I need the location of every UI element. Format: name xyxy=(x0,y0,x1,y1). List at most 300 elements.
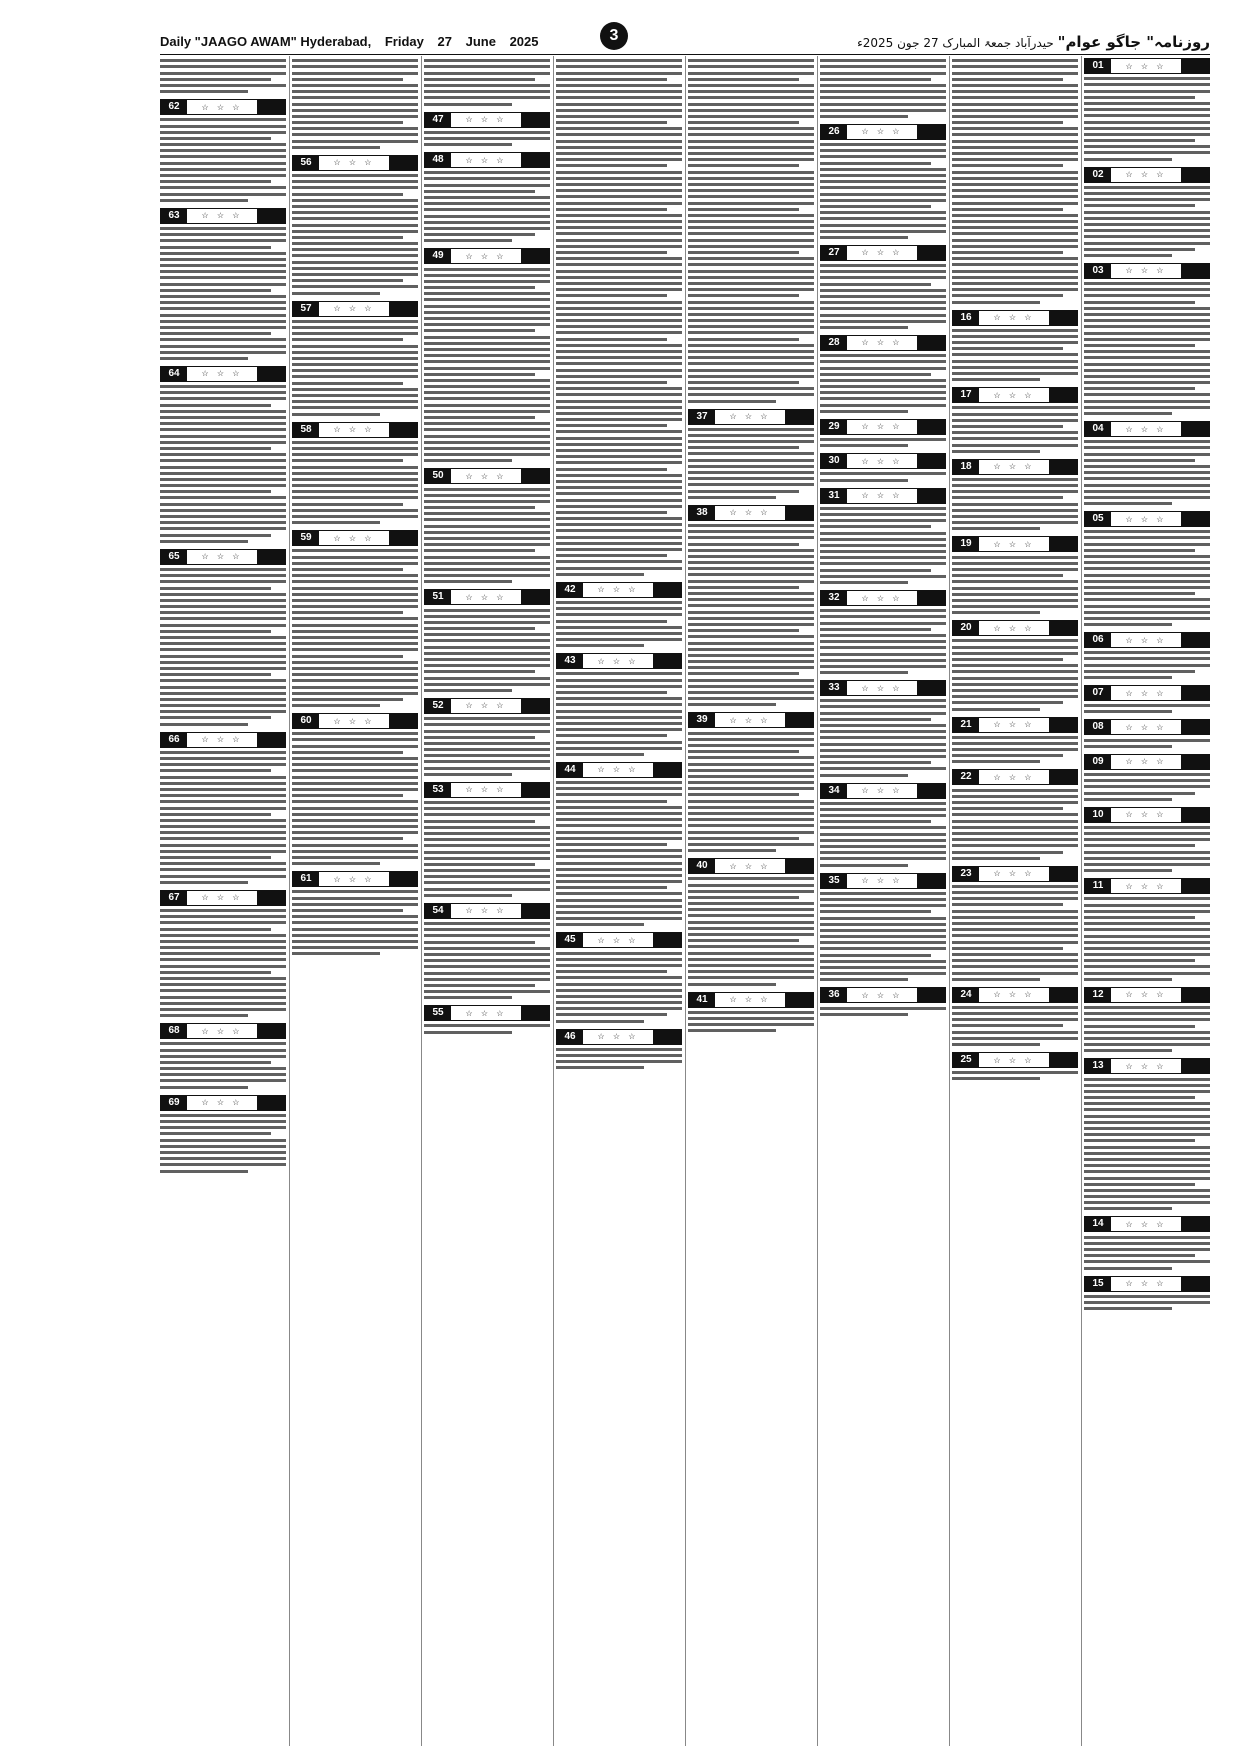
text-line xyxy=(292,503,403,506)
text-line xyxy=(160,143,286,146)
news-item xyxy=(424,59,550,105)
text-line xyxy=(556,418,682,421)
text-line xyxy=(1084,928,1210,931)
text-line xyxy=(820,749,946,752)
text-line xyxy=(820,550,946,553)
text-line xyxy=(952,282,1078,285)
text-line xyxy=(688,239,814,242)
news-item-tag xyxy=(820,680,946,696)
text-line xyxy=(820,839,946,842)
news-item-tag xyxy=(1084,878,1210,894)
text-line xyxy=(556,393,682,396)
text-line xyxy=(1084,972,1210,975)
text-line xyxy=(1084,1127,1210,1130)
text-line xyxy=(424,348,550,351)
text-line xyxy=(556,818,682,821)
text-line xyxy=(424,227,550,230)
news-item-tag xyxy=(820,987,946,1003)
text-line xyxy=(292,174,418,177)
text-line xyxy=(820,538,946,541)
text-line xyxy=(424,512,550,515)
text-line xyxy=(820,718,931,721)
star-icon: ☆ ☆ ☆ xyxy=(993,1055,1035,1065)
text-line xyxy=(1084,773,1210,776)
text-line xyxy=(1084,412,1172,415)
text-line xyxy=(424,323,550,326)
text-line xyxy=(688,763,814,766)
text-line xyxy=(688,440,814,443)
text-line xyxy=(424,670,535,673)
text-line xyxy=(952,301,1040,304)
urdu-text-block xyxy=(952,1071,1078,1080)
star-icon: ☆ ☆ ☆ xyxy=(465,785,507,795)
text-line xyxy=(688,573,814,576)
text-line xyxy=(952,599,1078,602)
text-line xyxy=(160,72,286,75)
text-line xyxy=(556,917,682,920)
text-line xyxy=(556,140,682,143)
news-item-tag xyxy=(1084,263,1210,279)
text-line xyxy=(556,691,667,694)
text-line xyxy=(556,78,667,81)
text-line xyxy=(820,72,946,75)
text-line xyxy=(688,59,814,62)
news-item xyxy=(160,99,286,202)
news-item-tag xyxy=(1084,167,1210,183)
text-line xyxy=(292,133,418,136)
category-label-icon xyxy=(653,583,681,597)
text-line xyxy=(424,435,550,438)
text-line xyxy=(688,555,814,558)
text-line xyxy=(160,416,286,419)
text-line xyxy=(292,921,418,924)
text-line xyxy=(292,738,418,741)
text-line xyxy=(820,224,946,227)
text-line xyxy=(556,952,682,955)
urdu-text-block xyxy=(688,428,814,499)
text-line xyxy=(1084,592,1195,595)
text-line xyxy=(952,574,1063,577)
star-icon: ☆ ☆ ☆ xyxy=(333,533,375,543)
text-line xyxy=(160,599,286,602)
text-line xyxy=(688,393,814,396)
text-line xyxy=(1084,670,1195,673)
column-divider xyxy=(1081,56,1082,1746)
star-icon: ☆ ☆ ☆ xyxy=(597,656,639,666)
news-item xyxy=(556,582,682,648)
text-line xyxy=(1084,440,1210,443)
text-line xyxy=(1084,484,1210,487)
text-line xyxy=(292,224,418,227)
text-line xyxy=(688,434,814,437)
text-line xyxy=(952,580,1078,583)
text-line xyxy=(424,317,550,320)
text-line xyxy=(160,971,271,974)
text-line xyxy=(688,744,814,747)
text-line xyxy=(292,472,418,475)
text-line xyxy=(160,782,286,785)
text-line xyxy=(952,425,1063,428)
news-item-tag xyxy=(556,932,682,948)
text-line xyxy=(820,845,946,848)
text-line xyxy=(952,521,1078,524)
text-line xyxy=(556,1001,682,1004)
text-line xyxy=(556,72,682,75)
text-line xyxy=(820,966,946,969)
category-label-icon xyxy=(1181,808,1209,822)
text-line xyxy=(820,217,946,220)
news-item xyxy=(160,1023,286,1089)
text-line xyxy=(556,554,667,557)
text-line xyxy=(688,96,814,99)
text-line xyxy=(424,537,550,540)
text-line xyxy=(424,543,550,546)
text-line xyxy=(424,292,550,295)
news-item-number: 12 xyxy=(1085,988,1111,1002)
text-line xyxy=(424,863,535,866)
text-line xyxy=(292,121,403,124)
news-item-number: 36 xyxy=(821,988,847,1002)
text-line xyxy=(952,208,1063,211)
text-line xyxy=(820,615,946,618)
text-line xyxy=(424,397,550,400)
text-line xyxy=(688,381,799,384)
text-line xyxy=(160,679,286,682)
text-line xyxy=(556,862,682,865)
text-line xyxy=(1084,319,1210,322)
text-line xyxy=(556,387,682,390)
text-line xyxy=(556,208,667,211)
text-line xyxy=(292,363,418,366)
text-line xyxy=(160,630,271,633)
text-line xyxy=(160,1067,286,1070)
text-line xyxy=(292,819,418,822)
text-line xyxy=(424,677,550,680)
text-line xyxy=(952,527,1040,530)
text-line xyxy=(160,84,286,87)
text-line xyxy=(688,635,814,638)
text-line xyxy=(424,844,550,847)
text-line xyxy=(952,171,1078,174)
text-line xyxy=(292,248,418,251)
category-label-icon xyxy=(521,249,549,263)
news-item-tag xyxy=(160,549,286,565)
text-line xyxy=(160,478,286,481)
news-item-number: 28 xyxy=(821,336,847,350)
text-line xyxy=(292,837,403,840)
text-line xyxy=(1084,676,1172,679)
text-line xyxy=(424,748,550,751)
text-line xyxy=(556,468,667,471)
text-line xyxy=(292,745,418,748)
star-icon: ☆ ☆ ☆ xyxy=(861,248,903,258)
urdu-text-block xyxy=(160,1042,286,1088)
text-line xyxy=(952,257,1078,260)
category-label-icon xyxy=(521,1006,549,1020)
text-line xyxy=(424,801,550,804)
category-label-icon xyxy=(1181,1059,1209,1073)
category-label-icon xyxy=(917,336,945,350)
text-line xyxy=(1084,102,1210,105)
text-line xyxy=(820,808,946,811)
text-line xyxy=(556,601,682,604)
text-line xyxy=(160,763,286,766)
text-line xyxy=(1084,530,1210,533)
text-line xyxy=(556,529,682,532)
text-line xyxy=(688,524,814,527)
news-item-number: 11 xyxy=(1085,879,1111,893)
urdu-text-block xyxy=(424,922,550,999)
text-line xyxy=(292,903,418,906)
text-line xyxy=(688,171,814,174)
text-line xyxy=(292,549,418,552)
text-line xyxy=(556,362,682,365)
text-line xyxy=(688,325,814,328)
text-line xyxy=(1084,785,1210,788)
text-line xyxy=(556,1020,644,1023)
text-line xyxy=(556,548,682,551)
text-line xyxy=(1084,453,1210,456)
text-line xyxy=(160,850,286,853)
news-item-tag xyxy=(160,732,286,748)
text-line xyxy=(1084,217,1210,220)
text-line xyxy=(952,496,1063,499)
text-line xyxy=(688,133,814,136)
text-line xyxy=(1084,204,1195,207)
news-item xyxy=(424,152,550,242)
text-line xyxy=(292,587,418,590)
text-line xyxy=(160,807,286,810)
text-line xyxy=(556,517,682,520)
text-line xyxy=(688,362,814,365)
text-line xyxy=(424,286,535,289)
text-line xyxy=(1084,549,1195,552)
text-line xyxy=(688,84,814,87)
text-line xyxy=(292,831,418,834)
text-line xyxy=(1084,254,1172,257)
text-line xyxy=(688,824,814,827)
text-line xyxy=(952,885,1078,888)
news-item xyxy=(424,248,550,462)
text-line xyxy=(424,838,550,841)
text-line xyxy=(1084,242,1210,245)
urdu-text-block xyxy=(952,639,1078,710)
text-line xyxy=(1084,151,1210,154)
text-line xyxy=(952,1006,1078,1009)
star-icon: ☆ ☆ ☆ xyxy=(993,990,1035,1000)
news-item-number: 05 xyxy=(1085,512,1111,526)
news-item-tag xyxy=(292,530,418,546)
text-line xyxy=(952,795,1078,798)
text-line xyxy=(688,945,814,948)
news-item xyxy=(556,1029,682,1070)
text-line xyxy=(292,478,418,481)
text-line xyxy=(556,573,644,576)
text-line xyxy=(292,844,418,847)
text-line xyxy=(952,677,1078,680)
text-line xyxy=(1084,96,1195,99)
text-line xyxy=(292,453,418,456)
news-item-tag xyxy=(292,301,418,317)
text-line xyxy=(160,1042,286,1045)
text-line xyxy=(1084,623,1172,626)
news-column xyxy=(292,56,418,1746)
text-line xyxy=(556,892,682,895)
category-label-icon xyxy=(917,784,945,798)
text-line xyxy=(688,245,814,248)
text-line xyxy=(1084,586,1210,589)
text-line xyxy=(292,357,418,360)
news-item-tag xyxy=(1084,1276,1210,1292)
urdu-text-block xyxy=(1084,773,1210,801)
page-header xyxy=(160,32,1210,55)
text-line xyxy=(556,288,682,291)
text-line xyxy=(820,314,946,317)
text-line xyxy=(952,270,1078,273)
text-line xyxy=(424,990,550,993)
text-line xyxy=(688,800,814,803)
text-line xyxy=(1084,1078,1210,1081)
text-line xyxy=(952,844,1078,847)
text-line xyxy=(556,214,682,217)
news-item-number: 26 xyxy=(821,125,847,139)
category-label-icon xyxy=(917,874,945,888)
text-line xyxy=(556,620,667,623)
text-line xyxy=(160,174,286,177)
text-line xyxy=(820,699,946,702)
text-line xyxy=(424,311,550,314)
text-line xyxy=(556,806,682,809)
text-line xyxy=(1084,657,1210,660)
text-line xyxy=(160,1163,286,1166)
news-item xyxy=(160,1095,286,1173)
text-line xyxy=(556,905,682,908)
news-item-tag xyxy=(952,769,1078,785)
text-line xyxy=(424,239,512,242)
news-item-number: 18 xyxy=(953,460,979,474)
news-item-number: 62 xyxy=(161,100,187,114)
text-line xyxy=(160,605,286,608)
text-line xyxy=(424,59,550,62)
news-column xyxy=(424,56,550,1746)
text-line xyxy=(160,137,271,140)
urdu-text-block xyxy=(1084,186,1210,257)
text-line xyxy=(292,794,403,797)
news-item-number: 37 xyxy=(689,410,715,424)
text-line xyxy=(160,1086,248,1089)
text-line xyxy=(820,276,946,279)
text-line xyxy=(424,268,550,271)
text-line xyxy=(1084,1189,1210,1192)
text-line xyxy=(952,587,1078,590)
news-item xyxy=(160,890,286,1017)
text-line xyxy=(556,251,667,254)
text-line xyxy=(1084,1152,1210,1155)
text-line xyxy=(820,736,946,739)
text-line xyxy=(292,180,418,183)
text-line xyxy=(820,935,946,938)
text-line xyxy=(160,441,286,444)
text-line xyxy=(820,385,946,388)
urdu-text-block xyxy=(556,601,682,647)
category-label-icon xyxy=(521,699,549,713)
text-line xyxy=(820,857,946,860)
text-line xyxy=(952,1012,1078,1015)
text-line xyxy=(952,450,1040,453)
text-line xyxy=(160,844,286,847)
urdu-text-block xyxy=(820,264,946,329)
star-icon: ☆ ☆ ☆ xyxy=(597,765,639,775)
category-label-icon xyxy=(1049,988,1077,1002)
star-icon: ☆ ☆ ☆ xyxy=(993,772,1035,782)
text-line xyxy=(556,220,682,223)
news-item xyxy=(1084,511,1210,626)
text-line xyxy=(556,307,682,310)
urdu-text-block xyxy=(952,329,1078,382)
text-line xyxy=(424,689,512,692)
text-line xyxy=(556,1066,644,1069)
text-line xyxy=(424,422,550,425)
news-item xyxy=(820,590,946,674)
text-line xyxy=(292,84,418,87)
text-line xyxy=(952,556,1078,559)
text-line xyxy=(424,633,550,636)
text-line xyxy=(1084,1254,1195,1257)
text-line xyxy=(424,813,550,816)
text-line xyxy=(688,263,814,266)
text-line xyxy=(688,276,814,279)
text-line xyxy=(1084,904,1210,907)
text-line xyxy=(160,686,286,689)
news-item xyxy=(424,782,550,897)
text-line xyxy=(160,965,286,968)
star-icon: ☆ ☆ ☆ xyxy=(333,304,375,314)
text-line xyxy=(556,121,667,124)
text-line xyxy=(820,143,946,146)
news-item-number: 24 xyxy=(953,988,979,1002)
text-line xyxy=(424,922,550,925)
text-line xyxy=(160,940,286,943)
news-item xyxy=(1084,58,1210,161)
text-line xyxy=(688,648,814,651)
news-item xyxy=(160,59,286,93)
news-item-number: 38 xyxy=(689,506,715,520)
text-line xyxy=(1084,108,1210,111)
news-item xyxy=(820,453,946,481)
text-line xyxy=(556,734,667,737)
text-line xyxy=(292,242,418,245)
text-line xyxy=(1084,745,1172,748)
news-item-tag xyxy=(556,582,682,598)
text-line xyxy=(688,350,814,353)
category-label-icon xyxy=(917,454,945,468)
text-line xyxy=(688,939,799,942)
text-line xyxy=(160,751,286,754)
text-line xyxy=(952,789,1078,792)
text-line xyxy=(1084,307,1210,310)
category-label-icon xyxy=(257,367,285,381)
header-paper-name: Daily "JAAGO AWAM" Hyderabad, xyxy=(160,34,372,49)
text-line xyxy=(160,118,286,121)
text-line xyxy=(556,189,682,192)
text-line xyxy=(820,199,946,202)
text-line xyxy=(1084,375,1210,378)
star-icon: ☆ ☆ ☆ xyxy=(201,102,243,112)
text-line xyxy=(1084,223,1210,226)
text-line xyxy=(688,921,814,924)
star-icon: ☆ ☆ ☆ xyxy=(1125,1219,1167,1229)
text-line xyxy=(556,741,682,744)
